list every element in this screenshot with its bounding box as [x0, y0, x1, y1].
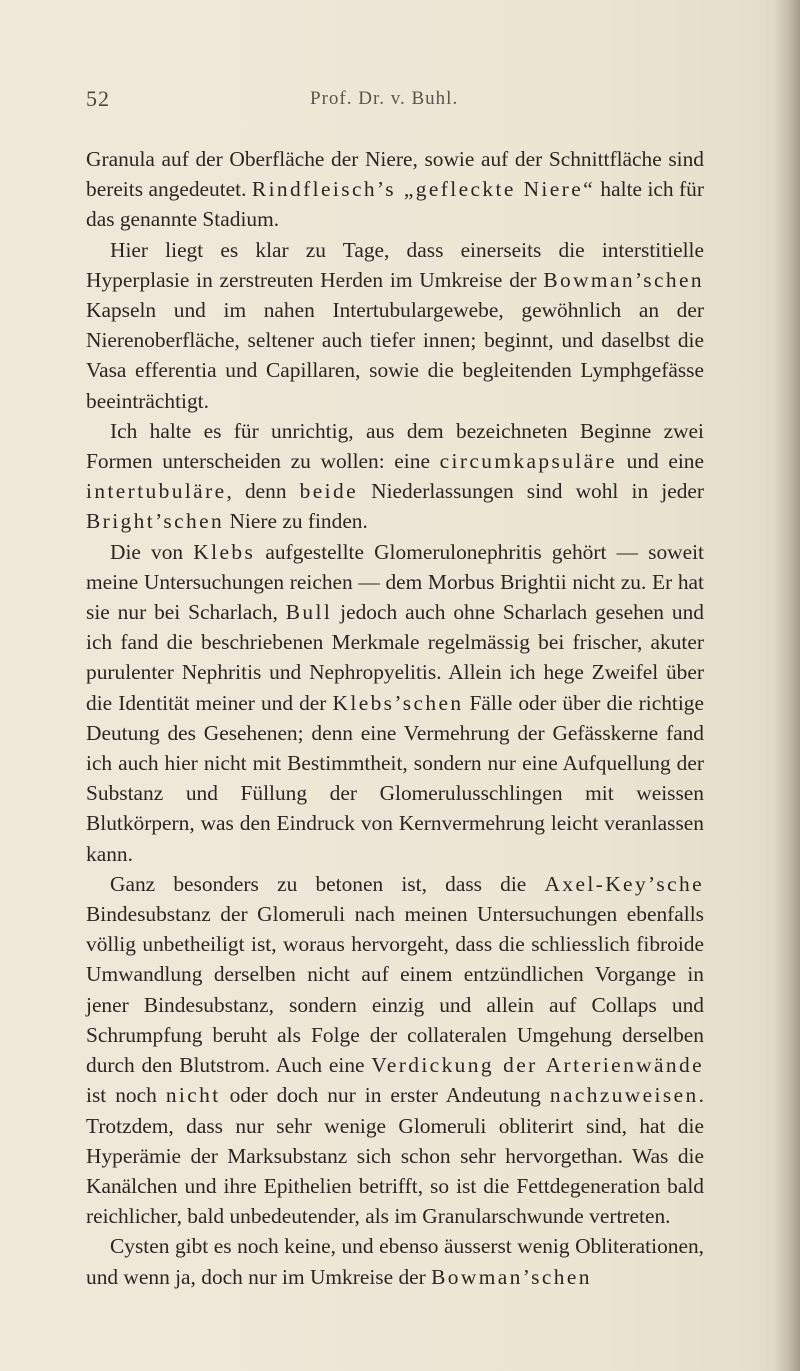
text-run: Bindesubstanz der Glomeruli nach meinen Untersuchungen ebenfalls völlig unbetheiligt ist, woraus hervorgeht, dass die schliesslich fibroide Umwandlung derselben nicht auf einem entzündlichen Vorgange in jener Bindesubstanz, sondern einzig und allein auf Collaps und Schrumpfung beruht als Folge der collateralen Umgehung derselben durch den Blutstrom. Auch eine	[86, 902, 704, 1078]
text-run: Cysten gibt es noch keine, und ebenso äusserst wenig Obliterationen, und wenn ja, doch nur im Umkreise der	[86, 1234, 704, 1289]
spaced-name: Klebs’schen	[332, 690, 464, 715]
text-run: Niere zu finden.	[224, 509, 368, 534]
running-head: Prof. Dr. v. Buhl.	[310, 88, 459, 109]
spaced-name: Klebs	[193, 539, 256, 564]
paragraph	[86, 537, 704, 869]
paragraph	[86, 416, 704, 537]
text-run: Granula auf der Oberfläche der Niere, sowie auf der Schnittfläche sind bereits angedeutet.	[86, 147, 704, 202]
spaced-name: Bowman’schen	[543, 267, 704, 292]
spaced-name: Bowman’schen	[431, 1264, 592, 1289]
spaced-name: Bright’schen	[86, 509, 225, 534]
text-run: aufgestellte Glomerulonephritis gehört — soweit meine Untersuchungen reichen — dem Morbus Brightii nicht zu. Er hat sie nur bei Scharlach,	[86, 539, 704, 625]
text-run: , denn	[226, 479, 300, 504]
spaced-name: nachzuweisen	[549, 1083, 699, 1108]
paragraph	[86, 144, 704, 235]
text-run: oder doch nur in erster Andeutung	[220, 1083, 550, 1108]
spaced-name: Bull	[285, 600, 333, 625]
page-number: 52	[86, 86, 110, 111]
spaced-name: Rindfleisch’s „gefleckte Niere“	[251, 177, 595, 202]
text-run: und eine	[616, 449, 704, 474]
page-binding-shadow	[774, 0, 800, 1371]
text-run: Kapseln und im nahen Intertubulargewebe, gewöhnlich an der Nierenoberfläche, seltener auch tiefer innen; beginnt, und daselbst die Vasa efferentia und Capillaren, sowie die begleitenden Lymphgefässe beeinträchtigt.	[86, 298, 704, 413]
text-run: Fälle oder über die richtige Deutung des Gesehenen; denn eine Vermehrung der Gefässkerne fand ich auch hier nicht mit Bestimmtheit, sondern nur eine Aufquellung der Substanz und Füllung der Glomerulusschlingen mit weissen Blutkörpern, was den Eindruck von Kernvermehrung leicht veranlassen kann.	[86, 690, 704, 866]
text-run: Ich halte es für unrichtig, aus dem bezeichneten Beginne zwei Formen unterscheiden zu wollen: eine	[86, 418, 704, 474]
text-run: jedoch auch ohne Scharlach gesehen und ich fand die beschriebenen Merkmale regelmässig bei frischer, akuter purulenter Nephritis und Nephropyelitis. Allein ich hege Zweifel über die Identität meiner und der	[86, 600, 705, 715]
spaced-name: beide	[299, 479, 358, 504]
body-text	[86, 144, 704, 1292]
page-header	[86, 86, 706, 116]
text-run: Hier liegt es klar zu Tage, dass einerseits die interstitielle Hyperplasie in zerstreuten Herden im Umkreise der	[86, 237, 704, 292]
paragraph	[86, 869, 704, 1231]
spaced-name: nicht	[165, 1083, 221, 1108]
text-run: Ganz besonders zu betonen ist, dass die	[110, 871, 545, 896]
text-run: . Trotzdem, dass nur sehr wenige Glomeruli obliterirt sind, hat die Hyperämie der Marksubstanz sich schon sehr hervorgethan. Was die Kanälchen und ihre Epithelien betrifft, so ist die Fettdegeneration bald reichlicher, bald unbedeutender, als im Granularschwunde vertreten.	[86, 1083, 704, 1229]
text-run: ist noch	[86, 1083, 166, 1108]
text-run: Niederlassungen sind wohl in jeder	[358, 479, 705, 504]
paragraph	[86, 1231, 704, 1291]
text-run: Die von	[110, 539, 194, 564]
text-run: halte ich für das genannte Stadium.	[86, 177, 704, 232]
paragraph	[86, 235, 704, 416]
spaced-name: circumkapsuläre	[439, 449, 617, 474]
spaced-name: Axel-Key’sche	[544, 871, 704, 896]
spaced-name: intertubuläre	[86, 479, 227, 504]
spaced-name: Verdickung der Arterienwände	[371, 1053, 704, 1078]
